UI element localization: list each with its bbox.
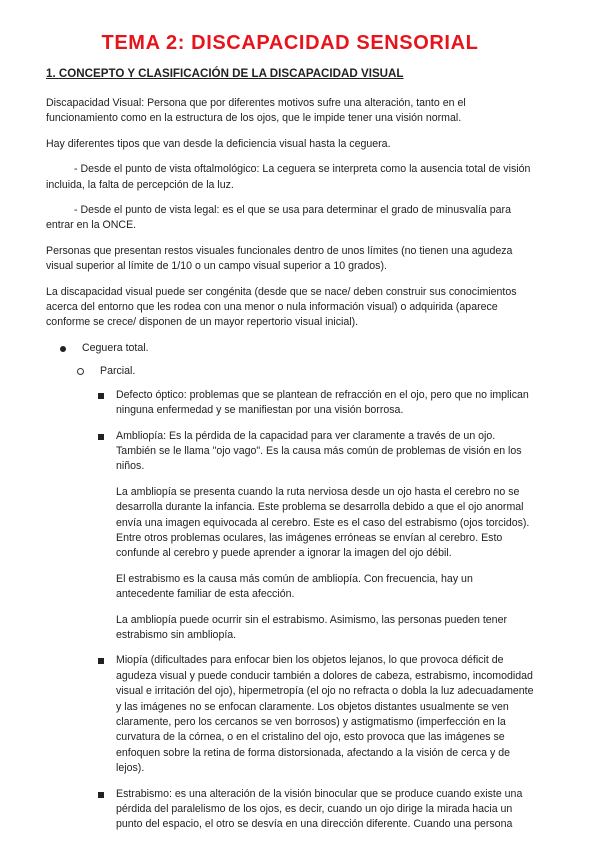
list-item-partial	[46, 364, 534, 379]
hollow-circle-bullet-icon	[77, 368, 84, 375]
filled-square-bullet-icon	[98, 434, 104, 440]
list-item-text: Miopía (dificultades para enfocar bien los objetos lejanos, lo que provoca déficit de agudeza visual y puede conducir también a dolores de cabeza, estrabismo, incomodidad visual e irritación del ojo), hipermetropía (el ojo no refracta o dobla la luz adecuadamente y las imágenes no se enfocan claramente. Los objetos distantes usualmente se ven claramente, pero los cercanos se ven borrosos) y astigmatismo (imperfección en la curvatura de la córnea, o en el cristalino del ojo, esto provoca que las imágenes se enfoquen sobre la retina de forma distorsionada, afectando a la visión de cerca y de lejos).	[116, 654, 534, 775]
paragraph-definition: Discapacidad Visual: Persona que por diferentes motivos sufre una alteración, tanto en el funcionamiento como en la estructura de los ojos, que le impide tener una visión normal.	[46, 97, 466, 125]
paragraph-residual-vision: Personas que presentan restos visuales funcionales dentro de unos límites (no tienen una agudeza visual superior al límite de 1/10 o un campo visual superior a 10 grados).	[46, 244, 513, 273]
paragraph-legal: - Desde el punto de vista legal: es el que se usa para determinar el grado de minusvalía para entrar en la ONCE.	[46, 204, 511, 232]
list-item-refractive-errors	[46, 653, 534, 776]
page-title: TEMA 2: DISCAPACIDAD SENSORIAL	[101, 32, 479, 54]
classification-list	[46, 341, 534, 833]
filled-square-bullet-icon	[98, 658, 104, 664]
filled-circle-bullet-icon	[60, 346, 66, 352]
amblyopia-detail-2: El estrabismo es la causa más común de ambliopía. Con frecuencia, hay un antecedente familiar de esta afección.	[116, 572, 473, 601]
list-item-amblyopia	[46, 429, 534, 475]
list-item-total-blindness	[46, 341, 534, 356]
list-item-optical-defect	[46, 388, 534, 419]
list-item-text: Ambliopía: Es la pérdida de la capacidad para ver claramente a través de un ojo. También se le llama "ojo vago". Es la causa más común de problemas de visión en los niños.	[116, 429, 522, 473]
list-item-label: Ceguera total.	[82, 341, 149, 354]
filled-square-bullet-icon	[98, 792, 104, 798]
amblyopia-detail-3: La ambliopía puede ocurrir sin el estrabismo. Asimismo, las personas pueden tener estrabismo sin ambliopía.	[116, 613, 507, 641]
list-item-text: Estrabismo: es una alteración de la visión binocular que se produce cuando existe una pérdida del paralelismo de los ojos, es decir, cuando un ojo dirige la mirada hacia un punto del espacio, el otro se desvía en una dirección diferente. Cuando una persona	[116, 787, 523, 831]
filled-square-bullet-icon	[98, 393, 104, 399]
paragraph-congenital: La discapacidad visual puede ser congénita (desde que se nace/ deben construir sus conocimientos acerca del entorno que les rodea con una menor o nula información visual) o adquirida (aparece conforme se crece/ disponen de un mayor repertorio visual inicial).	[46, 285, 517, 329]
paragraph-types: Hay diferentes tipos que van desde la deficiencia visual hasta la ceguera.	[46, 137, 391, 150]
list-item-label: Parcial.	[100, 365, 136, 378]
section-title: 1. CONCEPTO Y CLASIFICACIÓN DE LA DISCAPACIDAD VISUAL	[46, 67, 404, 80]
amblyopia-detail-1: La ambliopía se presenta cuando la ruta nerviosa desde un ojo hasta el cerebro no se desarrolla durante la infancia. Este problema se desarrolla debido a que el ojo anormal envía una imagen equivocada al cerebro. Este es el caso del estrabismo (ojos torcidos). Entre otros problemas oculares, las imágenes erróneas se envían al cerebro. Esto confunde al cerebro y puede aprender a ignorar la imagen del ojo débil.	[116, 485, 530, 560]
paragraph-ophthalmologic: - Desde el punto de vista oftalmológico: La ceguera se interpreta como la ausencia total de visión incluida, la falta de percepción de la luz.	[46, 163, 531, 191]
list-item-strabismus	[46, 787, 534, 833]
list-item-text: Defecto óptico: problemas que se plantean de refracción en el ojo, pero que no implican ninguna enfermedad y se manifiestan por una visión borrosa.	[116, 388, 529, 417]
